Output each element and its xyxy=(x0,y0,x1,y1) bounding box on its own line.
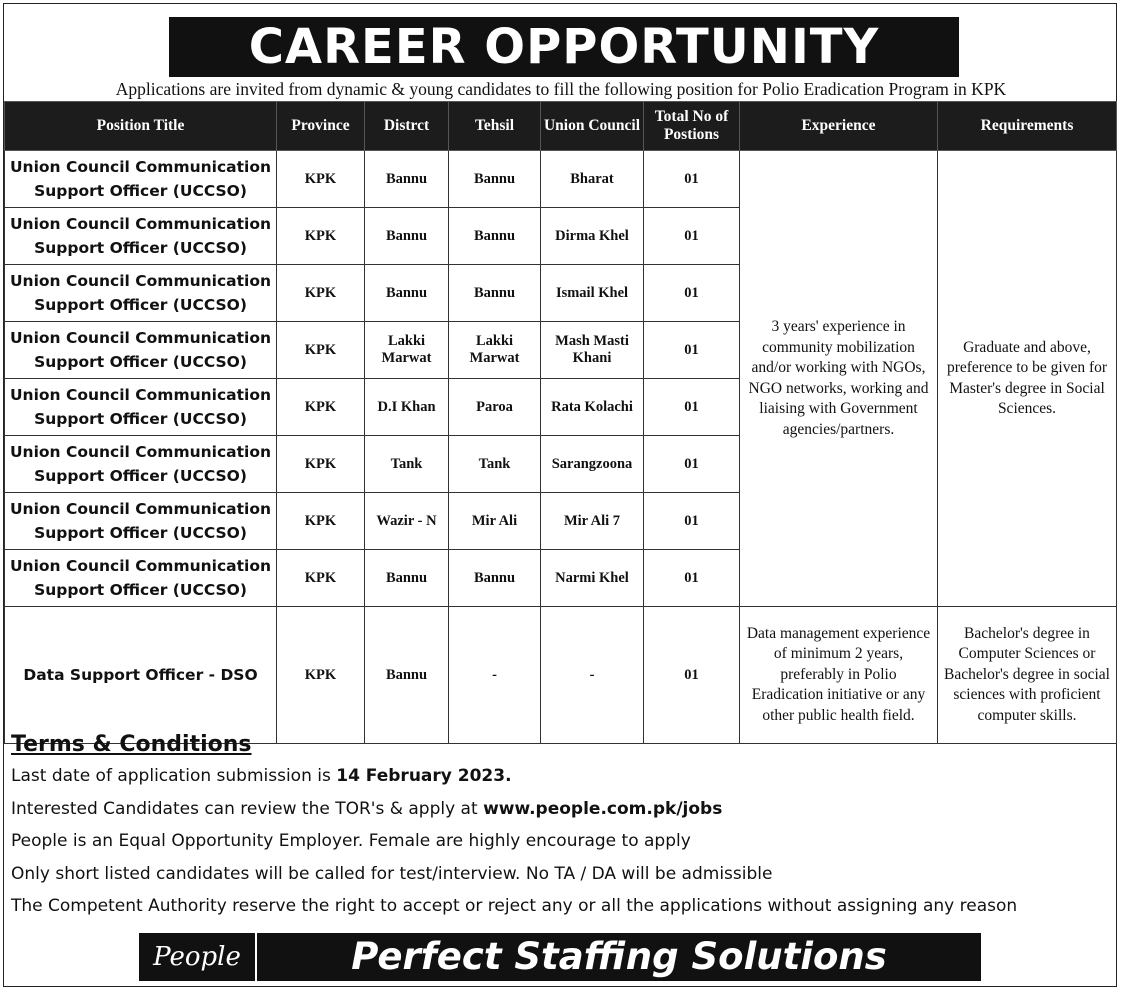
people-logo: People xyxy=(139,933,257,981)
terms-shortlisted: Only short listed candidates will be called for test/interview. No TA / DA will be admissible xyxy=(11,863,773,884)
apply-link[interactable]: www.people.com.pk/jobs xyxy=(483,798,723,819)
district-cell: Lakki Marwat xyxy=(365,322,449,379)
tehsil-cell: Paroa xyxy=(449,379,541,436)
union-council-cell: Mash Masti Khani xyxy=(541,322,644,379)
tehsil-cell: Bannu xyxy=(449,265,541,322)
position-cell: Union Council Communication Support Officer (UCCSO) xyxy=(5,550,277,607)
terms-section xyxy=(11,730,1017,923)
position-cell: Union Council Communication Support Officer (UCCSO) xyxy=(5,151,277,208)
position-cell: Union Council Communication Support Officer (UCCSO) xyxy=(5,436,277,493)
total-cell: 01 xyxy=(644,550,740,607)
union-council-cell: Bharat xyxy=(541,151,644,208)
union-council-cell: Ismail Khel xyxy=(541,265,644,322)
terms-equal-opportunity: People is an Equal Opportunity Employer. Female are highly encourage to apply xyxy=(11,831,691,851)
union-council-cell: Rata Kolachi xyxy=(541,379,644,436)
tehsil-cell: Bannu xyxy=(449,151,541,208)
terms-apply xyxy=(11,793,1017,826)
terms-heading: Terms & Conditions xyxy=(11,732,252,757)
position-cell: Union Council Communication Support Officer (UCCSO) xyxy=(5,493,277,550)
col-tehsil: Tehsil xyxy=(449,102,541,151)
col-district: Distrct xyxy=(365,102,449,151)
total-cell: 01 xyxy=(644,493,740,550)
last-date-label: Last date of application submission is xyxy=(11,766,331,786)
union-council-cell: Sarangzoona xyxy=(541,436,644,493)
tehsil-cell: Lakki Marwat xyxy=(449,322,541,379)
district-cell: Bannu xyxy=(365,265,449,322)
province-cell: KPK xyxy=(277,265,365,322)
province-cell: KPK xyxy=(277,436,365,493)
total-cell: 01 xyxy=(644,151,740,208)
district-cell: Bannu xyxy=(365,550,449,607)
positions-table xyxy=(4,101,1117,744)
position-cell: Union Council Communication Support Officer (UCCSO) xyxy=(5,322,277,379)
last-date-value: 14 February 2023. xyxy=(336,766,512,786)
position-cell: Union Council Communication Support Officer (UCCSO) xyxy=(5,265,277,322)
district-cell: Wazir - N xyxy=(365,493,449,550)
page-title: CAREER OPPORTUNITY xyxy=(169,17,959,77)
total-cell: 01 xyxy=(644,322,740,379)
footer-banner xyxy=(139,933,981,981)
dso-requirements-cell: Bachelor's degree in Computer Sciences or Bachelor's degree in social sciences with proficient computer skills. xyxy=(938,607,1117,744)
tehsil-cell: Bannu xyxy=(449,550,541,607)
district-cell: Bannu xyxy=(365,607,449,744)
district-cell: D.I Khan xyxy=(365,379,449,436)
col-total-positions: Total No of Postions xyxy=(644,102,740,151)
apply-text: Interested Candidates can review the TOR's & apply at xyxy=(11,798,478,819)
total-cell: 01 xyxy=(644,436,740,493)
col-position-title: Position Title xyxy=(5,102,277,151)
total-cell: 01 xyxy=(644,607,740,744)
tehsil-cell: Tank xyxy=(449,436,541,493)
province-cell: KPK xyxy=(277,208,365,265)
col-experience: Experience xyxy=(740,102,938,151)
total-cell: 01 xyxy=(644,208,740,265)
union-council-cell: Mir Ali 7 xyxy=(541,493,644,550)
province-cell: KPK xyxy=(277,379,365,436)
tehsil-cell: Bannu xyxy=(449,208,541,265)
union-council-cell: - xyxy=(541,607,644,744)
position-cell: Union Council Communication Support Officer (UCCSO) xyxy=(5,208,277,265)
intro-text: Applications are invited from dynamic & young candidates to fill the following position for Polio Eradication Program in KPK xyxy=(115,79,1007,99)
dso-experience-cell: Data management experience of minimum 2 years, preferably in Polio Eradication initiative or any other public health field. xyxy=(740,607,938,744)
district-cell: Tank xyxy=(365,436,449,493)
tehsil-cell: Mir Ali xyxy=(449,493,541,550)
uccso-requirements-cell: Graduate and above, preference to be given for Master's degree in Social Sciences. xyxy=(938,151,1117,607)
col-union-council: Union Council xyxy=(541,102,644,151)
tehsil-cell: - xyxy=(449,607,541,744)
province-cell: KPK xyxy=(277,493,365,550)
province-cell: KPK xyxy=(277,607,365,744)
province-cell: KPK xyxy=(277,550,365,607)
district-cell: Bannu xyxy=(365,208,449,265)
terms-last-date xyxy=(11,760,1017,793)
province-cell: KPK xyxy=(277,151,365,208)
union-council-cell: Dirma Khel xyxy=(541,208,644,265)
province-cell: KPK xyxy=(277,322,365,379)
table-header-row xyxy=(5,102,1117,151)
union-council-cell: Narmi Khel xyxy=(541,550,644,607)
position-cell: Data Support Officer - DSO xyxy=(5,607,277,744)
col-province: Province xyxy=(277,102,365,151)
district-cell: Bannu xyxy=(365,151,449,208)
uccso-experience-cell: 3 years' experience in community mobilization and/or working with NGOs, NGO networks, working and liaising with Government agencies/partners. xyxy=(740,151,938,607)
total-cell: 01 xyxy=(644,379,740,436)
col-requirements: Requirements xyxy=(938,102,1117,151)
table-row-dso xyxy=(5,607,1117,744)
table-row xyxy=(5,151,1117,208)
position-cell: Union Council Communication Support Officer (UCCSO) xyxy=(5,379,277,436)
total-cell: 01 xyxy=(644,265,740,322)
terms-authority: The Competent Authority reserve the right to accept or reject any or all the applications without assigning any reason xyxy=(11,896,1018,916)
footer-tagline: Perfect Staffing Solutions xyxy=(351,935,887,978)
